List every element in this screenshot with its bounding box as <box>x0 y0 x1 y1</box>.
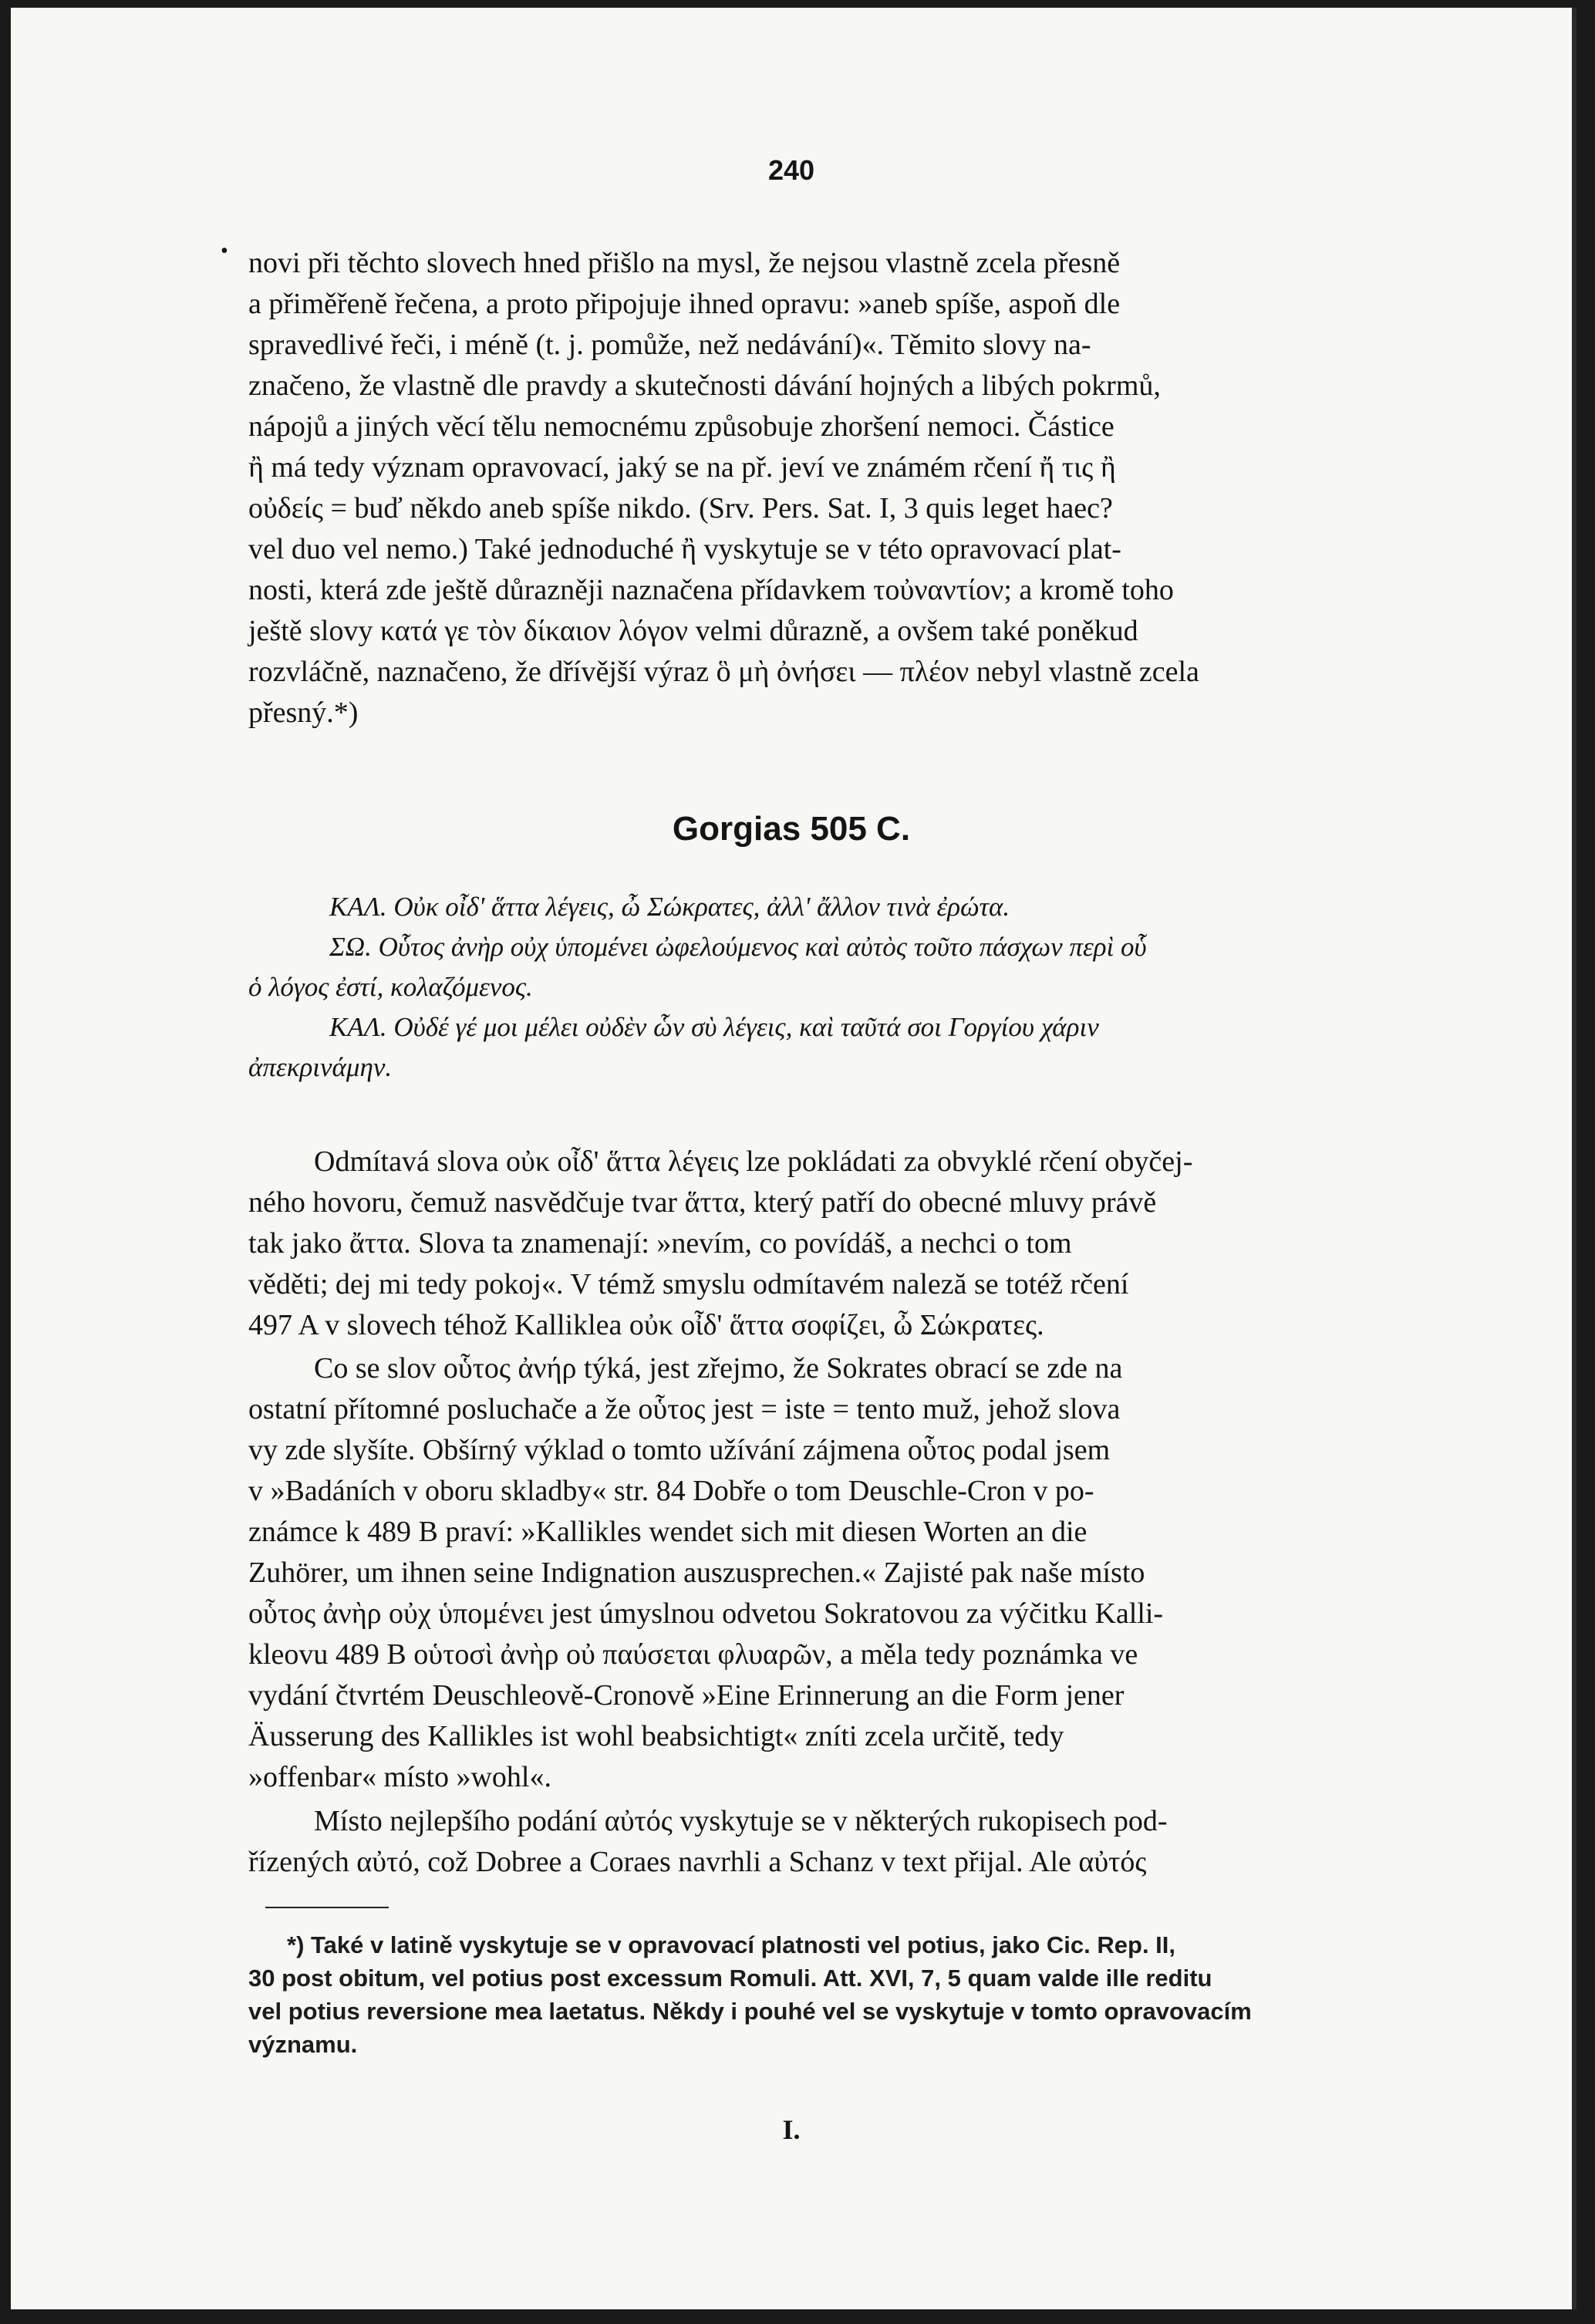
margin-dot: • <box>221 239 228 263</box>
footnote-divider <box>265 1907 389 1908</box>
text-line: přesný.*) <box>248 697 359 729</box>
footnote-line: *) Také v latině vyskytuje se v opravovací platnosti vel potius, jako Cic. Rep. II, <box>287 1931 1176 1958</box>
text-line: οὗτος ἀνὴρ οὐχ ὑπομένει jest úmyslnou odvetou Sokratovou za výčitku Kalli- <box>248 1597 1164 1630</box>
footnote-line: vel potius reversione mea laetatus. Někdy i pouhé vel se vyskytuje v tomto opravovacím <box>248 1998 1252 2025</box>
text-line: »offenbar« místo »wohl«. <box>248 1761 551 1793</box>
text-line: značeno, že vlastně dle pravdy a skutečnosti dávání hojných a libých pokrmů, <box>248 369 1161 402</box>
text-line: Co se slov οὗτος ἀνήρ týká, jest zřejmo, že Sokrates obrací se zde na <box>314 1352 1123 1385</box>
footnote-line: významu. <box>248 2031 358 2058</box>
text-line: ἢ má tedy význam opravovací, jaký se na př. jeví ve známém rčení ἤ τις ἢ <box>248 451 1116 484</box>
text-line: spravedlivé řeči, i méně (t. j. pomůže, než nedávání)«. Těmito slovy na- <box>248 329 1091 361</box>
text-line: Místo nejlepšího podání αὐτός vyskytuje se v některých rukopisech pod- <box>314 1805 1168 1837</box>
text-line: v »Badáních v oboru skladby« str. 84 Dobře o tom Deuschle-Cron v po- <box>248 1475 1094 1507</box>
text-line: ještě slovy κατά γε τὸν δίκαιον λόγον velmi důrazně, a ovšem také poněkud <box>248 615 1138 647</box>
text-line: ného hovoru, čemuž nasvědčuje tvar ἅττα, který patří do obecné mluvy právě <box>248 1186 1157 1219</box>
text-line: rozvláčně, naznačeno, že dřívější výraz ὃ μὴ ὀνήσει — πλέον nebyl vlastně zcela <box>248 656 1199 688</box>
dialogue-line: ΚΑΛ. Οὐκ οἶδ' ἅττα λέγεις, ὦ Σώκρατες, ἀλλ' ἄλλον τινὰ ἐρώτα. <box>329 892 1010 922</box>
text-line: Odmítavá slova οὐκ οἶδ' ἅττα λέγεις lze pokládati za obvyklé rčení obyčej- <box>314 1145 1193 1178</box>
text-line: Zuhörer, um ihnen seine Indignation auszusprechen.« Zajisté pak naše místo <box>248 1557 1145 1589</box>
text-line: řízených αὐτό, což Dobree a Coraes navrhli a Schanz v text přijal. Ale αὐτός <box>248 1846 1147 1878</box>
text-line: známce k 489 B praví: »Kallikles wendet sich mit diesen Worten an die <box>248 1516 1088 1548</box>
footnote <box>248 1928 1405 2061</box>
paragraph-3 <box>248 1348 1405 1798</box>
text-line: nosti, která zde ještě důrazněji naznačena přídavkem τοὐναντίον; a kromě toho <box>248 574 1174 606</box>
paragraph-2 <box>248 1142 1405 1346</box>
text-line: vel duo vel nemo.) Také jednoduché ἢ vyskytuje se v této opravovací plat- <box>248 533 1121 565</box>
text-line: novi při těchto slovech hned přišlo na mysl, že nejsou vlastně zcela přesně <box>248 247 1121 279</box>
document-page <box>11 8 1576 2309</box>
text-line: vydání čtvrtém Deuschleově-Cronově »Eine Erinnerung an die Form jener <box>248 1679 1125 1712</box>
text-line: Äusserung des Kallikles ist wohl beabsichtigt« zníti zcela určitě, tedy <box>248 1720 1064 1752</box>
text-line: vy zde slyšíte. Obšírný výklad o tomto užívání zájmena οὗτος podal jsem <box>248 1434 1111 1466</box>
text-line: nápojů a jiných věcí tělu nemocnému způsobuje zhoršení nemoci. Částice <box>248 410 1114 443</box>
dialogue-line: ΚΑΛ. Οὐδέ γέ μοι μέλει οὐδὲν ὧν σὺ λέγεις, καὶ ταῦτά σοι Γοργίου χάριν <box>329 1012 1099 1042</box>
footnote-line: 30 post obitum, vel potius post excessum Romuli. Att. XVI, 7, 5 quam valde ille reditu <box>248 1965 1212 1992</box>
greek-dialogue <box>248 887 1405 1088</box>
paragraph-1 <box>248 243 1405 734</box>
text-line: kleovu 489 B οὑτοσὶ ἀνὴρ οὐ παύσεται φλυαρῶν, a měla tedy poznámka ve <box>248 1638 1138 1671</box>
text-line: οὐδείς = buď někdo aneb spíše nikdo. (Srv. Pers. Sat. I, 3 quis leget haec? <box>248 492 1113 525</box>
paragraph-4 <box>248 1801 1405 1883</box>
dialogue-line: ΣΩ. Οὗτος ἀνὴρ οὐχ ὑπομένει ὠφελούμενος καὶ αὐτὸς τοῦτο πάσχων περὶ οὗ <box>329 932 1147 962</box>
text-line: ostatní přítomné posluchače a že οὗτος jest = iste = tento muž, jehož slova <box>248 1393 1121 1425</box>
page-number: 240 <box>767 154 815 186</box>
text-line: 497 A v slovech téhož Kalliklea οὐκ οἶδ' ἅττα σοφίζει, ὦ Σώκρατες. <box>248 1309 1044 1341</box>
text-line: a přiměřeně řečena, a proto připojuje ihned opravu: »aneb spíše, aspoň dle <box>248 288 1121 320</box>
text-line: věděti; dej mi tedy pokoj«. V témž smyslu odmítavém naleză se totéž rčení <box>248 1268 1129 1300</box>
signature-mark: I. <box>782 2114 801 2145</box>
dialogue-line: ὁ λόγος ἐστί, κολαζόμενος. <box>248 972 533 1002</box>
dialogue-line: ἀπεκρινάμην. <box>248 1052 393 1082</box>
text-line: tak jako ἄττα. Slova ta znamenají: »nevím, co povídáš, a nechci o tom <box>248 1227 1072 1260</box>
section-heading: Gorgias 505 C. <box>672 810 911 848</box>
